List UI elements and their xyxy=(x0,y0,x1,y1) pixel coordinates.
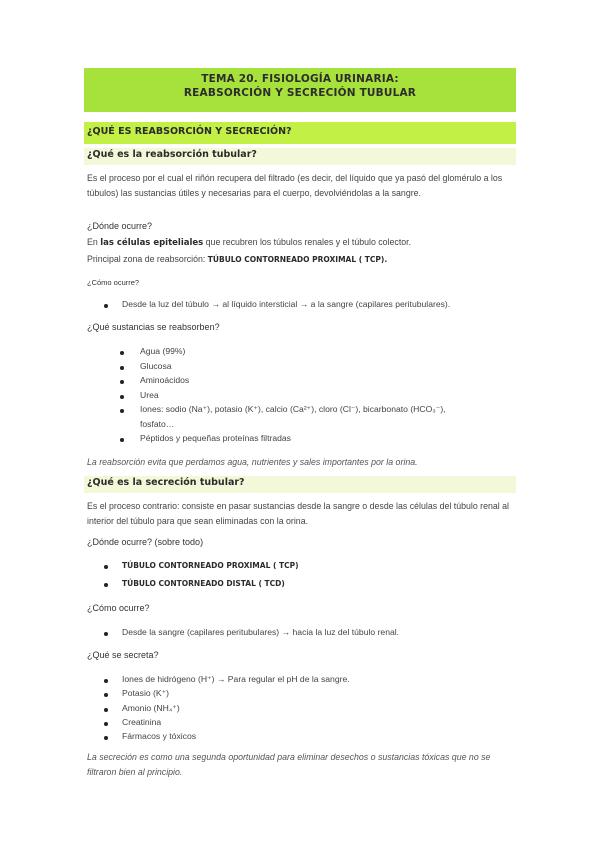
secrecion-intro: Es el proceso contrario: consiste en pasar sustancias desde la sangre o desde las células del túbulo renal al interior del túbulo para que sean eliminadas con la orina. xyxy=(87,501,510,526)
title-line-2: REABSORCIÓN Y SECRECIÓN TUBULAR xyxy=(183,87,417,99)
bullet-dot xyxy=(120,438,124,442)
reabsorcion-sustancias-question: ¿Qué sustancias se reabsorben? xyxy=(87,322,220,332)
donde-bold: las células epiteliales xyxy=(100,238,204,248)
sustancia-item: Agua (99%) xyxy=(140,346,186,356)
bullet-dot xyxy=(120,395,124,399)
bullet-dot xyxy=(104,632,108,636)
secrecion-como-question: ¿Cómo ocurre? xyxy=(87,603,150,613)
reabsorcion-donde-question: ¿Dónde ocurre? xyxy=(87,221,153,231)
bullet-dot xyxy=(104,736,108,740)
reabsorcion-donde-answer xyxy=(87,235,517,251)
secrecion-donde-item: TÚBULO CONTORNEADO DISTAL ( TCD) xyxy=(122,579,285,588)
title-line-1: TEMA 20. FISIOLOGÍA URINARIA: xyxy=(201,73,399,85)
bullet-dot xyxy=(104,693,108,697)
bullet-dot xyxy=(120,380,124,384)
subsection-heading-reabsorcion: ¿Qué es la reabsorción tubular? xyxy=(87,149,257,160)
bullet-dot xyxy=(120,366,124,370)
secreta-item: Iones de hidrógeno (H⁺) → Para regular el pH de la sangre. xyxy=(122,674,350,684)
bullet-dot xyxy=(104,722,108,726)
secreta-item: Potasio (K⁺) xyxy=(122,688,170,698)
sustancia-item: Aminoácidos xyxy=(140,375,190,385)
reabsorcion-principal-zona xyxy=(87,252,517,267)
bullet-dot xyxy=(120,409,124,413)
secrecion-secreta-question: ¿Qué se secreta? xyxy=(87,650,159,660)
secrecion-donde-item: TÚBULO CONTORNEADO PROXIMAL ( TCP) xyxy=(122,561,299,570)
sustancia-item-iones-cont: fosfato… xyxy=(140,419,175,429)
sustancia-item-iones: Iones: sodio (Na⁺), potasio (K⁺), calcio (Ca²⁺), cloro (Cl⁻), bicarbonato (HCO₃⁻), xyxy=(140,404,446,414)
principal-bold: TÚBULO CONTORNEADO PROXIMAL ( TCP). xyxy=(207,255,388,264)
secrecion-donde-question: ¿Dónde ocurre? (sobre todo) xyxy=(87,537,204,547)
principal-prefix: Principal zona de reabsorción: xyxy=(87,254,208,264)
reabsorcion-como-question: ¿Cómo ocurre? xyxy=(87,278,140,287)
donde-prefix: En xyxy=(87,237,101,247)
secrecion-como-item: Desde la sangre (capilares peritubulares) → hacia la luz del túbulo renal. xyxy=(122,627,400,637)
donde-suffix: que recubren los túbulos renales y el túbulo colector. xyxy=(203,237,412,247)
reabsorcion-note: La reabsorción evita que perdamos agua, nutrientes y sales importantes por la orina. xyxy=(87,457,418,467)
subsection-heading-secrecion: ¿Qué es la secreción tubular? xyxy=(87,477,245,488)
bullet-dot xyxy=(120,351,124,355)
secreta-item: Fármacos y tóxicos xyxy=(122,731,197,741)
sustancia-item: Péptidos y pequeñas proteínas filtradas xyxy=(140,433,291,443)
sustancia-item: Glucosa xyxy=(140,361,172,371)
bullet-dot xyxy=(104,565,108,569)
sustancia-item: Urea xyxy=(140,390,159,400)
bullet-dot xyxy=(104,679,108,683)
section-heading: ¿QUÉ ES REABSORCIÓN Y SECRECIÓN? xyxy=(87,126,292,137)
secreta-item: Amonio (NH₄⁺) xyxy=(122,703,180,713)
title-banner xyxy=(84,68,516,112)
secrecion-note: La secreción es como una segunda oportunidad para eliminar desechos o sustancias tóxicas que no se filtraron bien al principio. xyxy=(87,752,491,777)
secreta-item: Creatinina xyxy=(122,717,162,727)
bullet-dot xyxy=(104,583,108,587)
reabsorcion-como-item: Desde la luz del túbulo → al líquido intersticial → a la sangre (capilares peritubulares). xyxy=(122,299,451,309)
reabsorcion-intro: Es el proceso por el cual el riñón recupera del filtrado (es decir, del líquido que ya pasó del glomérulo a los túbulos) las sustancias útiles y necesarias para el cuerpo, devolviéndolas a la sangre. xyxy=(87,173,503,198)
bullet-dot xyxy=(104,304,108,308)
bullet-dot xyxy=(104,708,108,712)
